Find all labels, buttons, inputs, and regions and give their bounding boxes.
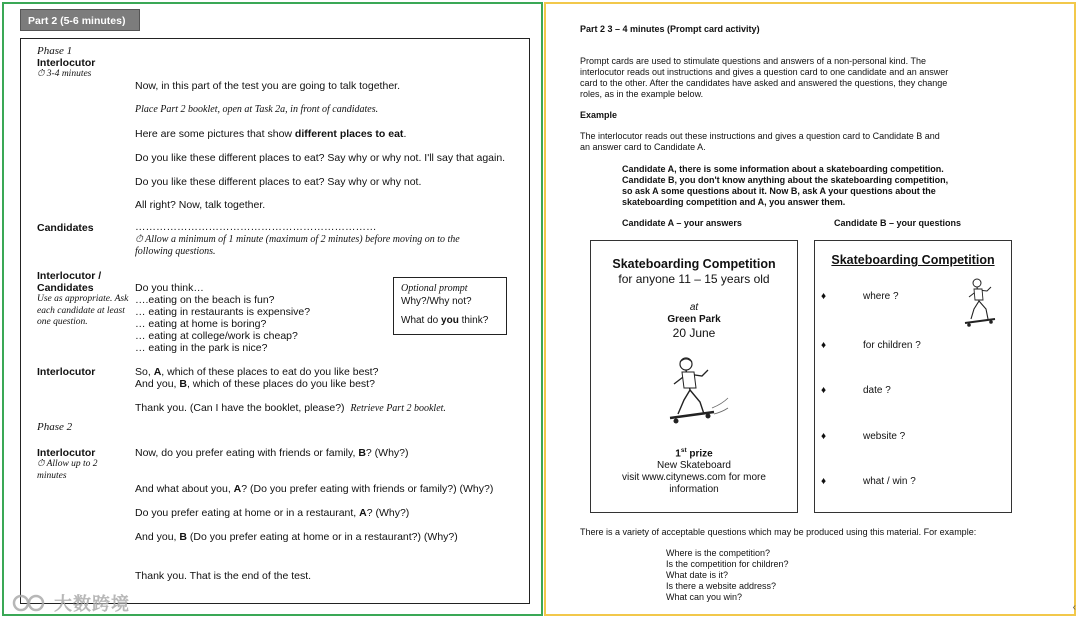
i2-l3: Thank you. (Can I have the booklet, please?) [135,402,345,414]
phase1-label-block [37,45,129,81]
interlocutor2-role: Interlocutor [37,366,96,378]
i2-l1c: , which of these places to eat do you like best? [161,366,379,378]
ic-note: Use as appropriate. Ask each candidate at least one question. [37,294,129,327]
phase2-title: Phase 2 [37,421,73,433]
bullet-icon-1: ♦ [821,291,827,302]
i2-l2a: And you, [135,378,180,390]
ic-q0: Do you think… [135,282,204,294]
ic-label-block [37,270,129,329]
prize-num: 1 [675,448,681,460]
card-a-label: Candidate A – your answers [622,218,742,228]
i2-l1b: A [153,366,162,378]
phase1-line-3a: Here are some pictures that show [135,128,295,140]
p2-l3c: ? (Why?) [366,507,410,519]
candidates-role: Candidates [37,222,94,234]
watermark [12,590,130,616]
example-q3: What date is it? [666,570,729,580]
script-box [20,38,530,604]
phase1-title: Phase 1 [37,45,73,57]
instructions [622,164,982,208]
phase1-line-1: Now, in this part of the test you are going to talk together. [135,80,400,92]
page-arrow-icon[interactable]: ‹ [1072,602,1076,613]
optional-prompt-box [393,277,507,335]
p2-l3a: Do you prefer eating at home or in a restaurant, [135,507,360,519]
optional-prompt-2b: you [441,315,459,326]
ic-questions [135,282,310,354]
card-b-q2 [821,340,921,351]
p2-l4b: B [179,531,187,543]
phase2-line-4 [135,531,458,543]
optional-prompt-1: Why?/Why not? [401,296,472,307]
p2-l3b: A [359,507,367,519]
card-b-q4 [821,431,905,442]
p2-l2a: And what about you, [135,483,234,495]
intro-line-1: Prompt cards are used to stimulate questions and answers of a non-personal kind. The [580,56,927,66]
phase2-timing: ⏱ Allow up to 2 minutes [37,459,98,481]
card-a-prize-item: New Skateboard [657,460,731,472]
phase1-line-3 [135,128,406,140]
i2-l3note: Retrieve Part 2 booklet. [350,403,446,414]
i2-l2c: , which of these places do you like best? [186,378,375,390]
phase1-line-2: Place Part 2 booklet, open at Task 2a, in front of candidates. [135,104,379,115]
interlocutor2-label-block [37,366,129,378]
p2-l2c: ? (Do you prefer eating with friends or family?) (Why?) [241,483,494,495]
phase2-role: Interlocutor [37,447,96,459]
instr-line-2: Candidate B, you don't know anything about the skateboarding competition, [622,175,949,185]
example-paragraph [580,131,940,153]
optional-prompt-2 [401,314,499,327]
instr-line-1: Candidate A, there is some information about a skateboarding competition. [622,164,944,174]
prize-word: prize [686,448,713,460]
card-a-prize [591,445,797,460]
phase1-line-5: Do you like these different places to eat? Say why or why not. [135,176,422,188]
p2-l4c: (Do you prefer eating at home or in a restaurant?) (Why?) [186,531,458,543]
question-card-b [814,240,1012,513]
example-line-1: The interlocutor reads out these instructions and gives a question card to Candidate B and [580,131,940,141]
card-b-q1-text: where ? [863,291,899,302]
left-page [2,2,543,616]
example-q4: Is there a website address? [666,581,777,591]
card-b-q4-text: website ? [863,431,906,442]
card-a-visit-2: information [669,484,719,496]
phase1-timing: ⏱ 3-4 minutes [37,69,92,79]
phase1-line-6: All right? Now, talk together. [135,199,266,211]
intro-line-2: interlocutor reads out instructions and gives a question card to one candidate and an answer [580,67,949,77]
card-a-visit-1: visit www.citynews.com for more [622,472,766,484]
example-q1: Where is the competition? [666,548,771,558]
answer-card-a [590,240,798,513]
right-page [544,2,1076,616]
instr-line-4: skateboarding competition and A, you answer them. [622,197,846,207]
ic-role: Interlocutor / Candidates [37,270,102,294]
card-a-date: 20 June [672,326,716,340]
candidates-label-block [37,222,129,234]
card-a-subtitle: for anyone 11 – 15 years old [618,272,770,286]
phase2-label-block [37,447,129,482]
interlocutor2-line-2 [135,378,378,390]
bullet-icon-4: ♦ [821,431,827,442]
example-q2: Is the competition for children? [666,559,789,569]
phase1-line-3b: different places to eat [294,128,404,140]
i2-l2b: B [179,378,187,390]
interlocutor2-line-1 [135,366,378,378]
optional-prompt-title: Optional prompt [401,283,468,294]
card-a-at: at [689,302,699,313]
intro-line-3: card to the other. After the candidates have asked and answered the questions, they change [580,78,948,88]
phase1-role: Interlocutor [37,57,96,69]
card-b-q5 [821,476,916,487]
card-b-q3 [821,385,891,396]
part-label: Part 2 (5-6 minutes) [20,9,140,31]
example-label: Example [580,110,618,120]
ic-q1: ….eating on the beach is fun? [135,294,275,306]
ic-q5: … eating in the park is nice? [135,342,268,354]
card-b-q5-text: what / win ? [863,476,916,487]
p2-l1c: ? (Why?) [365,447,409,459]
card-a-title: Skateboarding Competition [612,257,776,271]
optional-prompt-2c: think? [458,315,489,326]
bullet-icon-2: ♦ [821,340,827,351]
intro-paragraph [580,56,948,100]
bullet-icon-5: ♦ [821,476,827,487]
intro-line-4: roles, as in the example below. [580,89,704,99]
prize-sup: st [680,447,687,454]
instr-line-3: so ask A some questions about it. Now B, ask A your questions about the [622,186,936,196]
p2-l4a: And you, [135,531,180,543]
phase2-line-2 [135,483,493,495]
optional-prompt-2a: What do [401,315,442,326]
candidates-note: ⏱ Allow a minimum of 1 minute (maximum of 2 minutes) before moving on to the following questions. [135,234,460,257]
card-a-park: Green Park [667,314,721,325]
ic-q2: … eating in restaurants is expensive? [135,306,311,318]
interlocutor2-line-3 [135,402,446,414]
watermark-logo-icon [12,592,48,614]
example-line-2: an answer card to Candidate A. [580,142,706,152]
p2-l1a: Now, do you prefer eating with friends or family, [135,447,359,459]
watermark-text: 大数跨境 [54,594,130,614]
card-b-q1 [821,291,899,302]
card-b-q3-text: date ? [863,385,891,396]
ic-q4: … eating at college/work is cheap? [135,330,298,342]
variety-text: There is a variety of acceptable questions which may be produced using this material. For example: [580,527,977,537]
phase2-line-3 [135,507,409,519]
skateboarder-icon [656,354,732,430]
phase2-line-5: Thank you. That is the end of the test. [135,570,312,582]
candidates-dots: …………………………………………………………… [135,221,377,233]
bullet-icon-3: ♦ [821,385,827,396]
skateboarder-small-icon [959,277,1001,329]
i2-l1a: So, [135,366,154,378]
card-b-title: Skateboarding Competition [831,253,995,267]
card-b-label: Candidate B – your questions [834,218,962,228]
example-q5: What can you win? [666,592,743,602]
p2-l1b: B [358,447,366,459]
phase1-line-3c: . [403,128,407,140]
phase2-line-1 [135,447,409,459]
phase1-line-4: Do you like these different places to eat? Say why or why not. I'll say that again. [135,152,506,164]
example-questions [666,548,789,603]
interlocutor2-lines [135,366,378,390]
right-heading: Part 2 3 – 4 minutes (Prompt card activity) [580,24,760,34]
card-b-q2-text: for children ? [863,340,921,351]
ic-q3: … eating at home is boring? [135,318,267,330]
p2-l2b: A [233,483,242,495]
